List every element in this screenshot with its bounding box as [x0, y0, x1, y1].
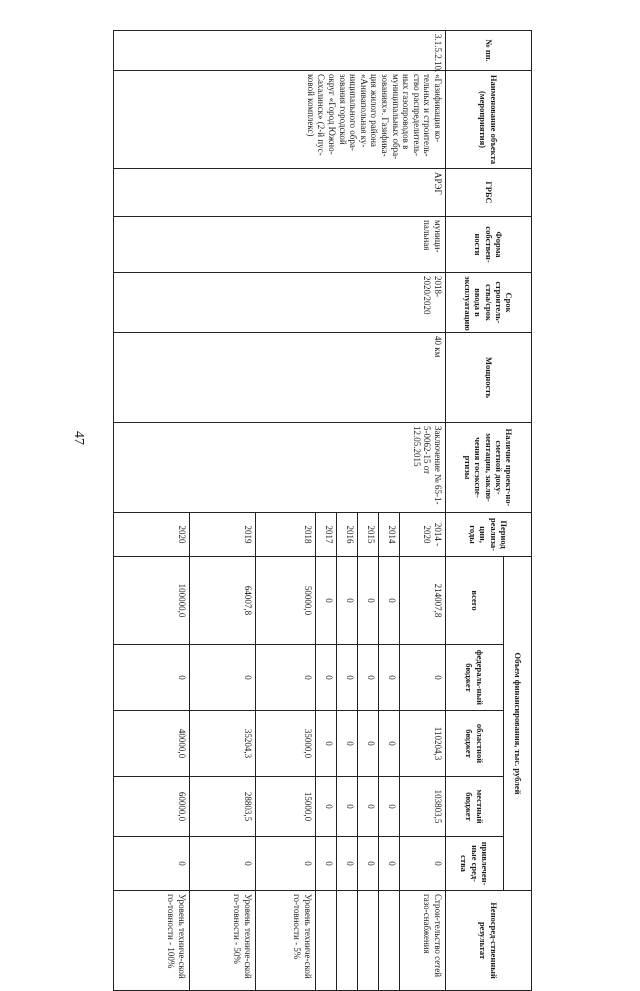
row-attracted: 0 — [358, 837, 379, 891]
row-local: 28803,5 — [190, 777, 256, 837]
table-row — [400, 31, 446, 991]
object-ownership: муници-пальная — [114, 217, 446, 273]
row-total: 100000,0 — [114, 557, 190, 645]
header-name: Наименование объекта (мероприятия) — [446, 71, 532, 169]
row-result: Строи-тельство сетей газо-снабжения — [400, 891, 446, 991]
header-construction-period: Срок строитель-ства/срок ввода в эксплуатацию — [446, 273, 532, 333]
row-attracted: 0 — [400, 837, 446, 891]
header-grbs: ГРБС — [446, 169, 532, 217]
row-result: Уровень техниче-ской го-товности - 50% — [190, 891, 256, 991]
row-total: 64007,8 — [190, 557, 256, 645]
header-implementation-period: Период реализа-ции, годы — [446, 513, 532, 557]
header-local: местный бюджет — [446, 777, 504, 837]
row-period: 2018 — [256, 513, 316, 557]
row-federal: 0 — [358, 645, 379, 711]
object-design-docs: Заключение № 65-1-5-0062-15 от 12.05.2015 — [114, 423, 446, 513]
row-period: 2014 — [379, 513, 400, 557]
object-name: «Газификация ко-тельных и строитель-ство распределитель-ных газопроводов в муниципальных обра-зованиях». Газифика-ция жилого района «Анивапольная ку-ниципального обра-зования городской округ «Город Южно-Сахалинск» (2-й пус-ковой комплекс) — [114, 71, 446, 169]
header-total: всего — [446, 557, 504, 645]
row-federal: 0 — [190, 645, 256, 711]
object-grbs: АРЭГ — [114, 169, 446, 217]
header-capacity: Мощность — [446, 333, 532, 423]
row-local: 0 — [379, 777, 400, 837]
row-attracted: 0 — [316, 837, 337, 891]
row-regional: 0 — [337, 711, 358, 777]
row-attracted: 0 — [114, 837, 190, 891]
header-funding-group: Объем финансирования, тыс. рублей — [504, 557, 532, 891]
row-total: 50000,0 — [256, 557, 316, 645]
row-total: 0 — [316, 557, 337, 645]
header-no: № пп. — [446, 31, 532, 71]
row-federal: 0 — [114, 645, 190, 711]
row-result — [316, 891, 337, 991]
row-total: 0 — [379, 557, 400, 645]
header-federal: федераль-ный бюджет — [446, 645, 504, 711]
header-ownership: Форма собствен-ности — [446, 217, 532, 273]
row-regional: 35204,3 — [190, 711, 256, 777]
row-period: 2014 - 2020 — [400, 513, 446, 557]
header-regional: областной бюджет — [446, 711, 504, 777]
row-regional: 40000,0 — [114, 711, 190, 777]
row-regional: 0 — [358, 711, 379, 777]
row-result — [379, 891, 400, 991]
row-result — [358, 891, 379, 991]
row-federal: 0 — [256, 645, 316, 711]
row-local: 0 — [358, 777, 379, 837]
row-federal: 0 — [379, 645, 400, 711]
row-attracted: 0 — [190, 837, 256, 891]
row-regional: 35000,0 — [256, 711, 316, 777]
object-construction-period: 2018-2020/2020 — [114, 273, 446, 333]
header-design-docs: Наличие проект-но-сметной доку-ментации, заклю-чения госэкспе-ртизы — [446, 423, 532, 513]
row-total: 0 — [337, 557, 358, 645]
row-period: 2015 — [358, 513, 379, 557]
row-local: 0 — [337, 777, 358, 837]
row-period: 2020 — [114, 513, 190, 557]
object-capacity: 40 км — [114, 333, 446, 423]
row-attracted: 0 — [379, 837, 400, 891]
row-local: 0 — [316, 777, 337, 837]
row-federal: 0 — [400, 645, 446, 711]
row-regional: 0 — [379, 711, 400, 777]
header-attracted: привлечен-ные сред-ства — [446, 837, 504, 891]
funding-table — [113, 30, 532, 991]
row-attracted: 0 — [337, 837, 358, 891]
row-period: 2016 — [337, 513, 358, 557]
row-period: 2019 — [190, 513, 256, 557]
row-result: Уровень техниче-ской го-товности - 100% — [114, 891, 190, 991]
page-number: 47 — [71, 431, 86, 445]
row-local: 103803,5 — [400, 777, 446, 837]
rotated-content — [114, 30, 532, 979]
row-period: 2017 — [316, 513, 337, 557]
row-federal: 0 — [316, 645, 337, 711]
row-total: 214007,8 — [400, 557, 446, 645]
row-result — [337, 891, 358, 991]
row-local: 60000,0 — [114, 777, 190, 837]
header-result: Непосред-ственный результат — [446, 891, 532, 991]
row-federal: 0 — [337, 645, 358, 711]
rotated-table-area — [114, 30, 532, 979]
object-number: 3.1.5.2.10. — [114, 31, 446, 71]
row-result: Уровень техниче-ской го-товности - 5% — [256, 891, 316, 991]
row-local: 15000,0 — [256, 777, 316, 837]
row-regional: 0 — [316, 711, 337, 777]
row-total: 0 — [358, 557, 379, 645]
row-attracted: 0 — [256, 837, 316, 891]
row-regional: 110204,3 — [400, 711, 446, 777]
